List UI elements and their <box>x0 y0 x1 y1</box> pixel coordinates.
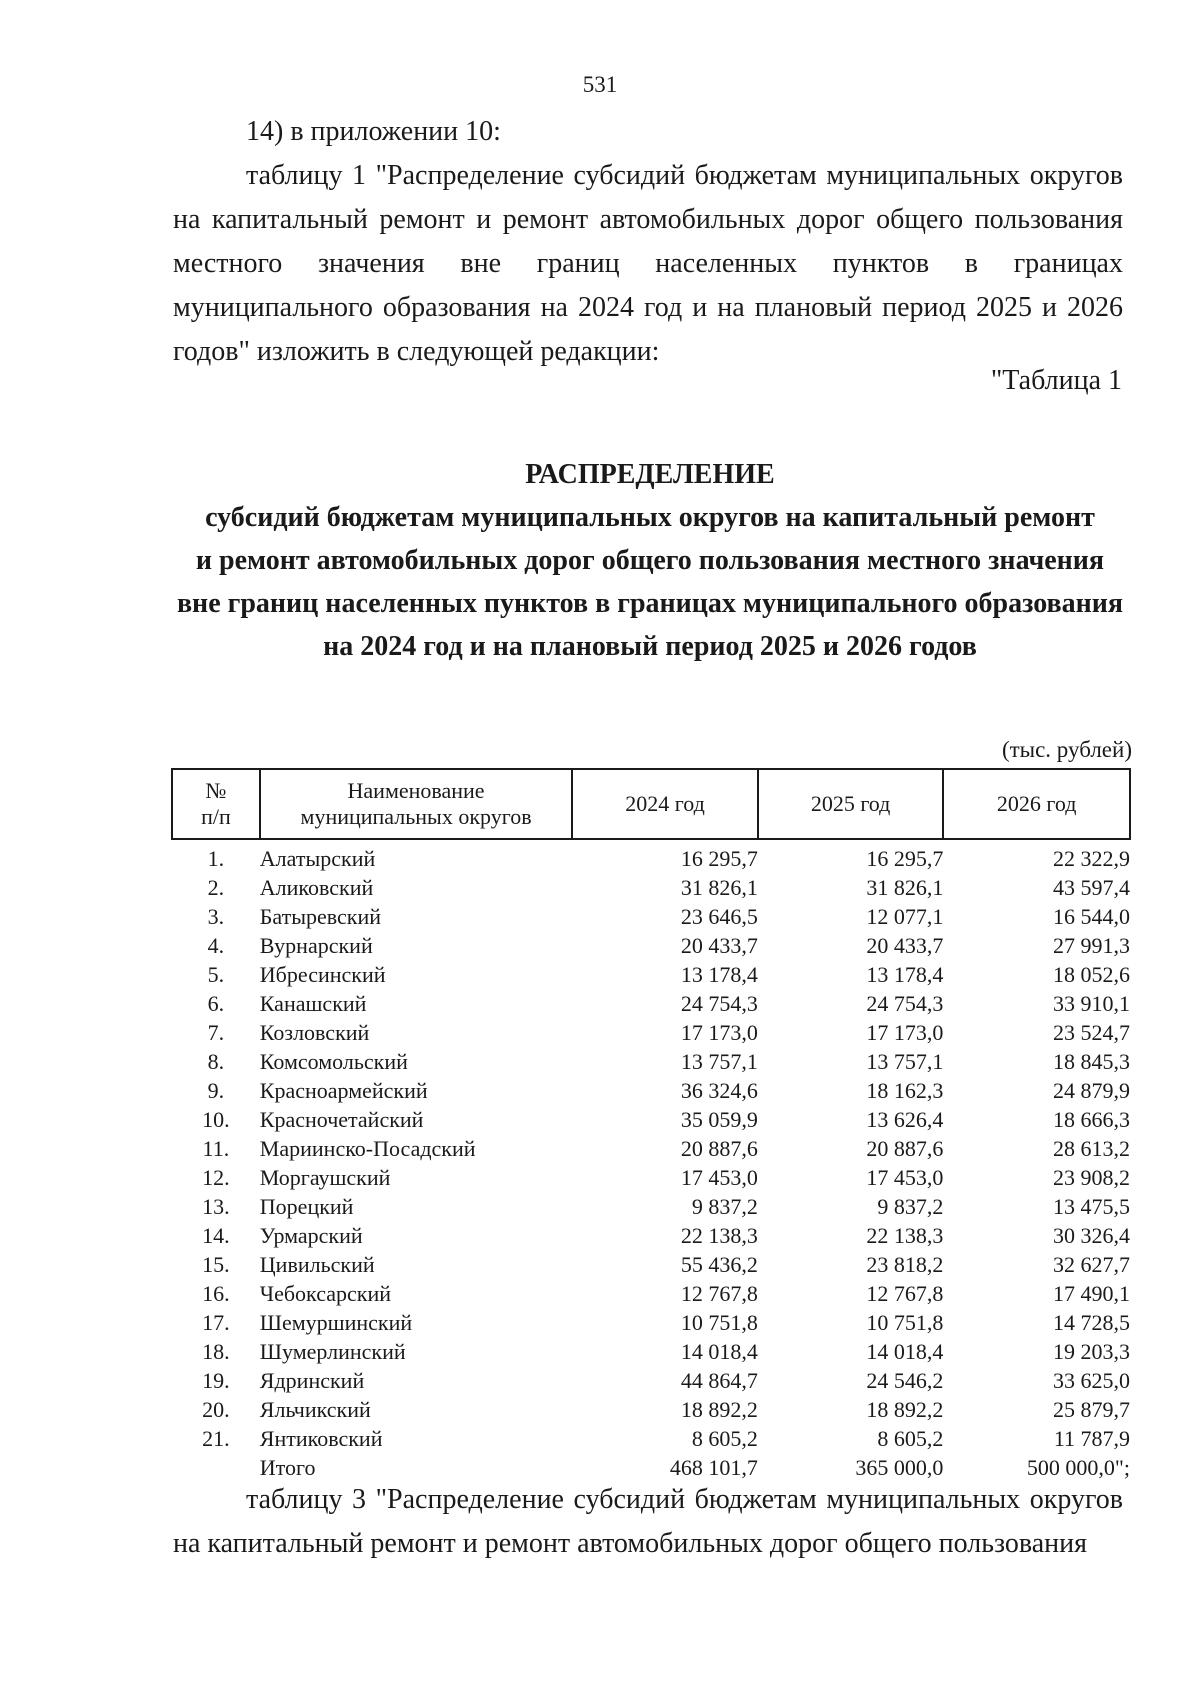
row-2025: 22 138,3 <box>866 1223 944 1248</box>
row-num: 19. <box>202 1368 230 1393</box>
row-num: 15. <box>202 1252 230 1277</box>
row-num: 1. <box>207 846 225 871</box>
row-2024: 17 173,0 <box>680 1020 758 1045</box>
row-2026: 30 326,4 <box>1053 1223 1130 1248</box>
row-2025: 8 605,2 <box>877 1426 944 1451</box>
row-2025: 18 162,3 <box>866 1078 944 1103</box>
subsidy-table <box>171 768 1131 1482</box>
header-2025: 2025 год <box>758 769 944 839</box>
row-name: Моргаушский <box>259 1165 391 1190</box>
row-2025: 23 818,2 <box>866 1252 944 1277</box>
row-2024: 14 018,4 <box>680 1339 758 1364</box>
row-num: 3. <box>207 904 225 929</box>
row-2024: 20 433,7 <box>680 933 758 958</box>
row-2024: 10 751,8 <box>680 1310 758 1335</box>
row-2026: 18 666,3 <box>1053 1107 1130 1132</box>
table-row <box>172 1395 1130 1424</box>
table-row <box>172 1018 1130 1047</box>
page-number: 531 <box>582 72 618 97</box>
table-heading <box>0 453 1200 668</box>
trailing-paragraph: таблицу 3 "Распределение субсидий бюджетам муниципальных округов на капитальный ремонт и ремонт автомобильных дорог общего пользования <box>173 1484 1123 1559</box>
row-2025: 24 754,3 <box>866 991 944 1016</box>
row-2025: 14 018,4 <box>866 1339 944 1364</box>
row-num: 5. <box>207 962 225 987</box>
row-name: Козловский <box>259 1020 370 1045</box>
row-name: Канашский <box>259 991 367 1016</box>
row-2026: 14 728,5 <box>1053 1310 1130 1335</box>
row-2026: 16 544,0 <box>1053 904 1130 929</box>
table-header-row <box>172 769 1130 839</box>
row-2024: 35 059,9 <box>680 1107 758 1132</box>
intro-paragraph: таблицу 1 "Распределение субсидий бюджетам муниципальных округов на капитальный ремонт и ремонт автомобильных дорог общего пользования местного значения вне границ населенных пунктов в границах муниципального образования на 2024 год и на плановый период 2025 и 2026 годов" изложить в следующей редакции: <box>173 160 1123 367</box>
row-2026: 13 475,5 <box>1053 1194 1130 1219</box>
row-2026: 23 908,2 <box>1053 1165 1130 1190</box>
row-2026: 32 627,7 <box>1053 1252 1130 1277</box>
table-row <box>172 1424 1130 1453</box>
row-2026: 25 879,7 <box>1053 1397 1130 1422</box>
row-2025: 17 173,0 <box>866 1020 944 1045</box>
row-name: Вурнарский <box>259 933 373 958</box>
row-num: 8. <box>207 1049 225 1074</box>
row-num: 10. <box>202 1107 230 1132</box>
row-2025: 20 433,7 <box>866 933 944 958</box>
row-2026: 17 490,1 <box>1053 1281 1130 1306</box>
row-2025: 13 757,1 <box>866 1049 944 1074</box>
row-num: 11. <box>202 1136 230 1161</box>
trailing-block <box>173 1478 1123 1566</box>
row-2025: 24 546,2 <box>866 1368 944 1393</box>
row-name: Порецкий <box>259 1194 354 1219</box>
row-2025: 13 178,4 <box>866 962 944 987</box>
heading-line-3: и ремонт автомобильных дорог общего пользования местного значения <box>195 545 1105 576</box>
row-name: Урмарский <box>259 1223 363 1248</box>
row-2026: 18 052,6 <box>1053 962 1130 987</box>
row-2026: 22 322,9 <box>1053 846 1130 871</box>
row-name: Шумерлинский <box>259 1339 406 1364</box>
row-2026: 27 991,3 <box>1053 933 1130 958</box>
row-num: 12. <box>202 1165 230 1190</box>
row-name: Алатырский <box>259 846 376 871</box>
header-num <box>172 769 260 839</box>
row-2024: 13 757,1 <box>680 1049 758 1074</box>
heading-line-2: субсидий бюджетам муниципальных округов на капитальный ремонт <box>205 502 1095 533</box>
row-name: Аликовский <box>259 875 374 900</box>
row-2026: 28 613,2 <box>1053 1136 1130 1161</box>
row-2025: 31 826,1 <box>866 875 944 900</box>
row-num: 21. <box>202 1426 230 1451</box>
row-2026: 43 597,4 <box>1053 875 1130 900</box>
table-row <box>172 839 1130 873</box>
row-2024: 13 178,4 <box>680 962 758 987</box>
row-2025: 12 767,8 <box>866 1281 944 1306</box>
header-name-line-1: Наименование <box>347 778 485 803</box>
table-row <box>172 1366 1130 1395</box>
row-2024: 8 605,2 <box>691 1426 758 1451</box>
heading-line-4: вне границ населенных пунктов в границах муниципального образования <box>176 588 1124 619</box>
row-name: Красноармейский <box>259 1078 428 1103</box>
total-2025: 365 000,0 <box>855 1455 944 1480</box>
row-name: Красночетайский <box>259 1107 424 1132</box>
row-2025: 10 751,8 <box>866 1310 944 1335</box>
table-row <box>172 1076 1130 1105</box>
row-2026: 19 203,3 <box>1053 1339 1130 1364</box>
row-2024: 23 646,5 <box>680 904 758 929</box>
header-name-line-2: муниципальных округов <box>300 804 532 829</box>
table-row <box>172 960 1130 989</box>
header-name <box>260 769 573 839</box>
table-row <box>172 873 1130 902</box>
row-num: 4. <box>207 933 225 958</box>
header-num-line-1: № <box>205 778 227 803</box>
row-num: 14. <box>202 1223 230 1248</box>
row-2024: 24 754,3 <box>680 991 758 1016</box>
row-2026: 18 845,3 <box>1053 1049 1130 1074</box>
row-num: 20. <box>202 1397 230 1422</box>
row-num: 16. <box>202 1281 230 1306</box>
header-2026: 2026 год <box>943 769 1130 839</box>
row-2024: 17 453,0 <box>680 1165 758 1190</box>
header-2024: 2024 год <box>572 769 758 839</box>
row-name: Мариинско-Посадский <box>259 1136 476 1161</box>
table-row <box>172 1279 1130 1308</box>
row-2026: 33 910,1 <box>1053 991 1130 1016</box>
row-num: 7. <box>207 1020 225 1045</box>
row-name: Ибресинский <box>259 962 386 987</box>
row-num: 6. <box>207 991 225 1016</box>
row-2024: 44 864,7 <box>680 1368 758 1393</box>
intro-block <box>173 110 1123 374</box>
row-2025: 12 077,1 <box>866 904 944 929</box>
table-row <box>172 1047 1130 1076</box>
table-row <box>172 1221 1130 1250</box>
heading-line-5: на 2024 год и на плановый период 2025 и 2026 годов <box>323 631 977 662</box>
row-name: Цивильский <box>259 1252 375 1277</box>
row-2026: 23 524,7 <box>1053 1020 1130 1045</box>
row-name: Чебоксарский <box>259 1281 391 1306</box>
row-2025: 9 837,2 <box>877 1194 944 1219</box>
row-2024: 12 767,8 <box>680 1281 758 1306</box>
row-2025: 16 295,7 <box>866 846 944 871</box>
header-num-line-2: п/п <box>201 804 231 829</box>
row-2024: 16 295,7 <box>680 846 758 871</box>
row-2026: 24 879,9 <box>1053 1078 1130 1103</box>
units-label: (тыс. рублей) <box>1001 737 1132 762</box>
row-2025: 17 453,0 <box>866 1165 944 1190</box>
row-name: Комсомольский <box>259 1049 408 1074</box>
row-num: 13. <box>202 1194 230 1219</box>
table-body <box>172 839 1130 1482</box>
row-name: Яльчикский <box>259 1397 371 1422</box>
total-2024: 468 101,7 <box>669 1455 758 1480</box>
row-2025: 20 887,6 <box>866 1136 944 1161</box>
table-row <box>172 1192 1130 1221</box>
row-2024: 9 837,2 <box>691 1194 758 1219</box>
heading-line-1: РАСПРЕДЕЛЕНИЕ <box>525 459 775 490</box>
table-row <box>172 1134 1130 1163</box>
row-2025: 18 892,2 <box>866 1397 944 1422</box>
total-2026: 500 000,0"; <box>1026 1455 1130 1480</box>
row-2024: 22 138,3 <box>680 1223 758 1248</box>
table-reference: "Таблица 1 <box>990 365 1122 396</box>
table-row <box>172 1337 1130 1366</box>
row-name: Батыревский <box>259 904 382 929</box>
row-2024: 55 436,2 <box>680 1252 758 1277</box>
row-2024: 31 826,1 <box>680 875 758 900</box>
table-row <box>172 1105 1130 1134</box>
table-row <box>172 902 1130 931</box>
row-2024: 20 887,6 <box>680 1136 758 1161</box>
row-2026: 11 787,9 <box>1053 1426 1130 1451</box>
row-2026: 33 625,0 <box>1053 1368 1130 1393</box>
row-num: 18. <box>202 1339 230 1364</box>
row-num: 17. <box>202 1310 230 1335</box>
row-2025: 13 626,4 <box>866 1107 944 1132</box>
row-name: Янтиковский <box>259 1426 383 1451</box>
row-2024: 18 892,2 <box>680 1397 758 1422</box>
intro-item: 14) в приложении 10: <box>246 116 501 147</box>
total-label: Итого <box>259 1455 316 1480</box>
table-row <box>172 989 1130 1018</box>
row-name: Ядринский <box>259 1368 365 1393</box>
table-row <box>172 1163 1130 1192</box>
row-num: 2. <box>207 875 225 900</box>
row-num: 9. <box>207 1078 225 1103</box>
table-row <box>172 1308 1130 1337</box>
row-2024: 36 324,6 <box>680 1078 758 1103</box>
table-row <box>172 1250 1130 1279</box>
table-row <box>172 931 1130 960</box>
row-name: Шемуршинский <box>259 1310 413 1335</box>
